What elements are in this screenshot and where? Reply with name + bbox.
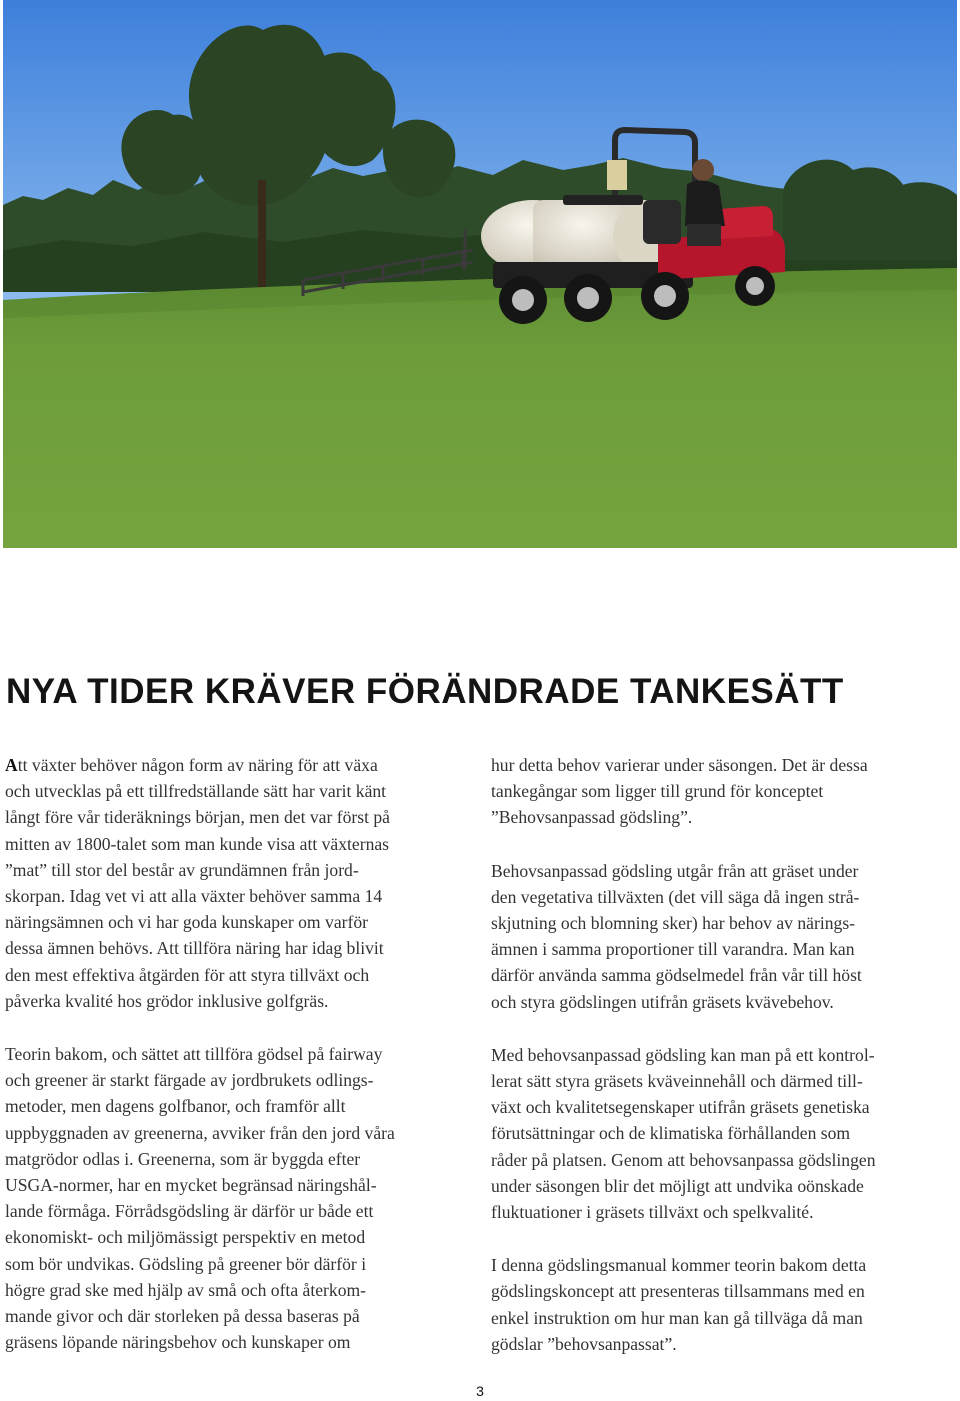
text-line: gödslar ”behovsanpassat”. xyxy=(491,1333,677,1354)
right-column xyxy=(491,752,958,1357)
text-line: råder på platsen. Genom att behovsanpassa gödslingen xyxy=(491,1149,876,1170)
text-line: under säsongen blir det möjligt att undvika oönskade xyxy=(491,1175,864,1196)
text-line: ämnen i samma proportioner till varandra. Man kan xyxy=(491,939,855,960)
theory-paragraph xyxy=(5,1041,460,1355)
text-line: den vegetativa tillväxten (det vill säga då ingen strå- xyxy=(491,886,860,907)
text-line: fluktuationer i gräsets tillväxt och spelkvalité. xyxy=(491,1202,814,1223)
text-line: Med behovsanpassad gödsling kan man på ett kontrol- xyxy=(491,1044,875,1065)
text-line: skorpan. Idag vet vi att alla växter behöver samma 14 xyxy=(5,886,383,907)
text-line: förutsättningar och de klimatiska förhållanden som xyxy=(491,1123,851,1144)
hero-photo xyxy=(3,0,957,548)
text-line: tt växter behöver någon form av näring för att växa xyxy=(17,755,378,775)
text-line: Behovsanpassad gödsling utgår från att gräset under xyxy=(491,860,859,881)
left-column xyxy=(5,752,460,1355)
text-line: påverka kvalité hos grödor inklusive golfgräs. xyxy=(5,990,329,1011)
text-line: enkel instruktion om hur man kan gå tillväga då man xyxy=(491,1307,863,1328)
concept-paragraph xyxy=(491,858,958,1015)
text-line: gräsens löpande näringsbehov och kunskaper om xyxy=(5,1332,351,1353)
drop-cap: A xyxy=(5,755,18,775)
golf-sprayer-illustration xyxy=(3,0,957,548)
text-line: ”Behovsanpassad gödsling”. xyxy=(491,807,693,828)
text-line: och utvecklas på ett tillfredställande sätt har varit känt xyxy=(5,781,387,802)
text-line: den mest effektiva åtgärden för att styra tillväxt och xyxy=(5,964,370,985)
text-line: lande förmåga. Förrådsgödsling är därför ur både ett xyxy=(5,1201,374,1222)
text-line: ”mat” till stor del består av grundämnen från jord- xyxy=(5,859,359,880)
text-line: näringsämnen och vi har goda kunskaper om varför xyxy=(5,912,368,933)
text-line: I denna gödslingsmanual kommer teorin bakom detta xyxy=(491,1255,867,1276)
text-line: långt före vår tideräknings början, men det var först på xyxy=(5,807,390,828)
text-line: skjutning och blomning sker) har behov av närings- xyxy=(491,913,856,934)
text-line: Teorin bakom, och sättet att tillföra gödsel på fairway xyxy=(5,1044,383,1065)
continuation-paragraph xyxy=(491,752,958,831)
text-line: som bör undvikas. Gödsling på greener bör därför i xyxy=(5,1253,367,1274)
text-line: metoder, men dagens golfbanor, och framför allt xyxy=(5,1096,346,1117)
text-line: uppbyggnaden av greenerna, avviker från den jord våra xyxy=(5,1122,395,1143)
text-line: USGA-normer, har en mycket begränsad näringshål- xyxy=(5,1175,377,1196)
intro-paragraph xyxy=(5,752,460,1014)
manual-paragraph xyxy=(491,1252,958,1357)
text-line: och greener är starkt färgade av jordbrukets odlings- xyxy=(5,1070,374,1091)
text-line: och styra gödslingen utifrån gräsets kvävebehov. xyxy=(491,991,834,1012)
text-line: högre grad ske med hjälp av små och ofta återkom- xyxy=(5,1279,367,1300)
text-line: mande givor och där storleken på dessa baseras på xyxy=(5,1306,360,1327)
text-line: tankegångar som ligger till grund för konceptet xyxy=(491,781,824,802)
text-line: mitten av 1800-talet som man kunde visa att växternas xyxy=(5,833,390,854)
benefits-paragraph xyxy=(491,1042,958,1225)
text-line: hur detta behov varierar under säsongen. Det är dessa xyxy=(491,755,868,775)
page-title: NYA TIDER KRÄVER FÖRÄNDRADE TANKESÄTT xyxy=(6,672,844,711)
text-line: lerat sätt styra gräsets kväveinnehåll och därmed till- xyxy=(491,1071,863,1092)
text-line: gödslingskoncept att presenteras tillsammans med en xyxy=(491,1281,865,1302)
text-line: dessa ämnen behövs. Att tillföra näring har idag blivit xyxy=(5,938,384,959)
page-number: 3 xyxy=(476,1383,484,1399)
text-line: växt och kvalitetsegenskaper utifrån gräsets genetiska xyxy=(491,1097,870,1118)
text-line: därför använda samma gödselmedel från vår till höst xyxy=(491,965,862,986)
text-line: ekonomiskt- och miljömässigt perspektiv en metod xyxy=(5,1227,366,1248)
text-line: matgrödor odlas i. Greenerna, som är byggda efter xyxy=(5,1148,361,1169)
